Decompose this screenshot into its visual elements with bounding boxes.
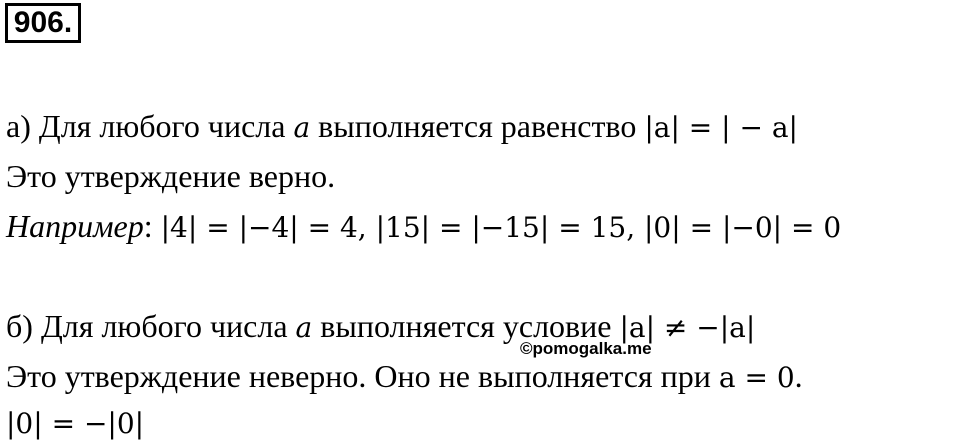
part-a-statement [6,110,798,142]
part-b-conclusion-prefix: Это утверждение неверно. Оно не выполняется при [6,358,719,394]
part-b-statement-prefix: б) Для любого числа [6,308,296,344]
part-a-statement-prefix: а) Для любого числа [6,108,294,144]
part-b-statement-middle: выполняется условие [312,308,620,344]
part-b-conclusion-formula: a = 0 [718,361,795,394]
part-b-conclusion-suffix: . [794,358,803,394]
part-a-statement-middle: выполняется равенство [310,108,645,144]
part-a-conclusion: Это утверждение верно. [6,158,336,194]
example-formula: |4| = |−4| = 4, |15| = |−15| = 15, |0| = |−0| = 0 [160,211,842,244]
example-colon: : [143,208,161,244]
part-b-condition: |a| ≠ −|a| [619,311,756,344]
part-b-statement [6,310,755,342]
part-a-example [6,210,841,242]
watermark: ©pomogalka.me [520,339,652,358]
part-a-equation: |a| = | − a| [644,111,798,144]
part-b-variable: a [295,311,313,344]
problem-number: 906. [5,3,81,43]
example-label: Например [6,208,144,244]
part-a-variable: a [293,111,311,144]
part-b-counterexample: |0| = −|0| [6,407,145,440]
part-b-conclusion [6,360,803,392]
